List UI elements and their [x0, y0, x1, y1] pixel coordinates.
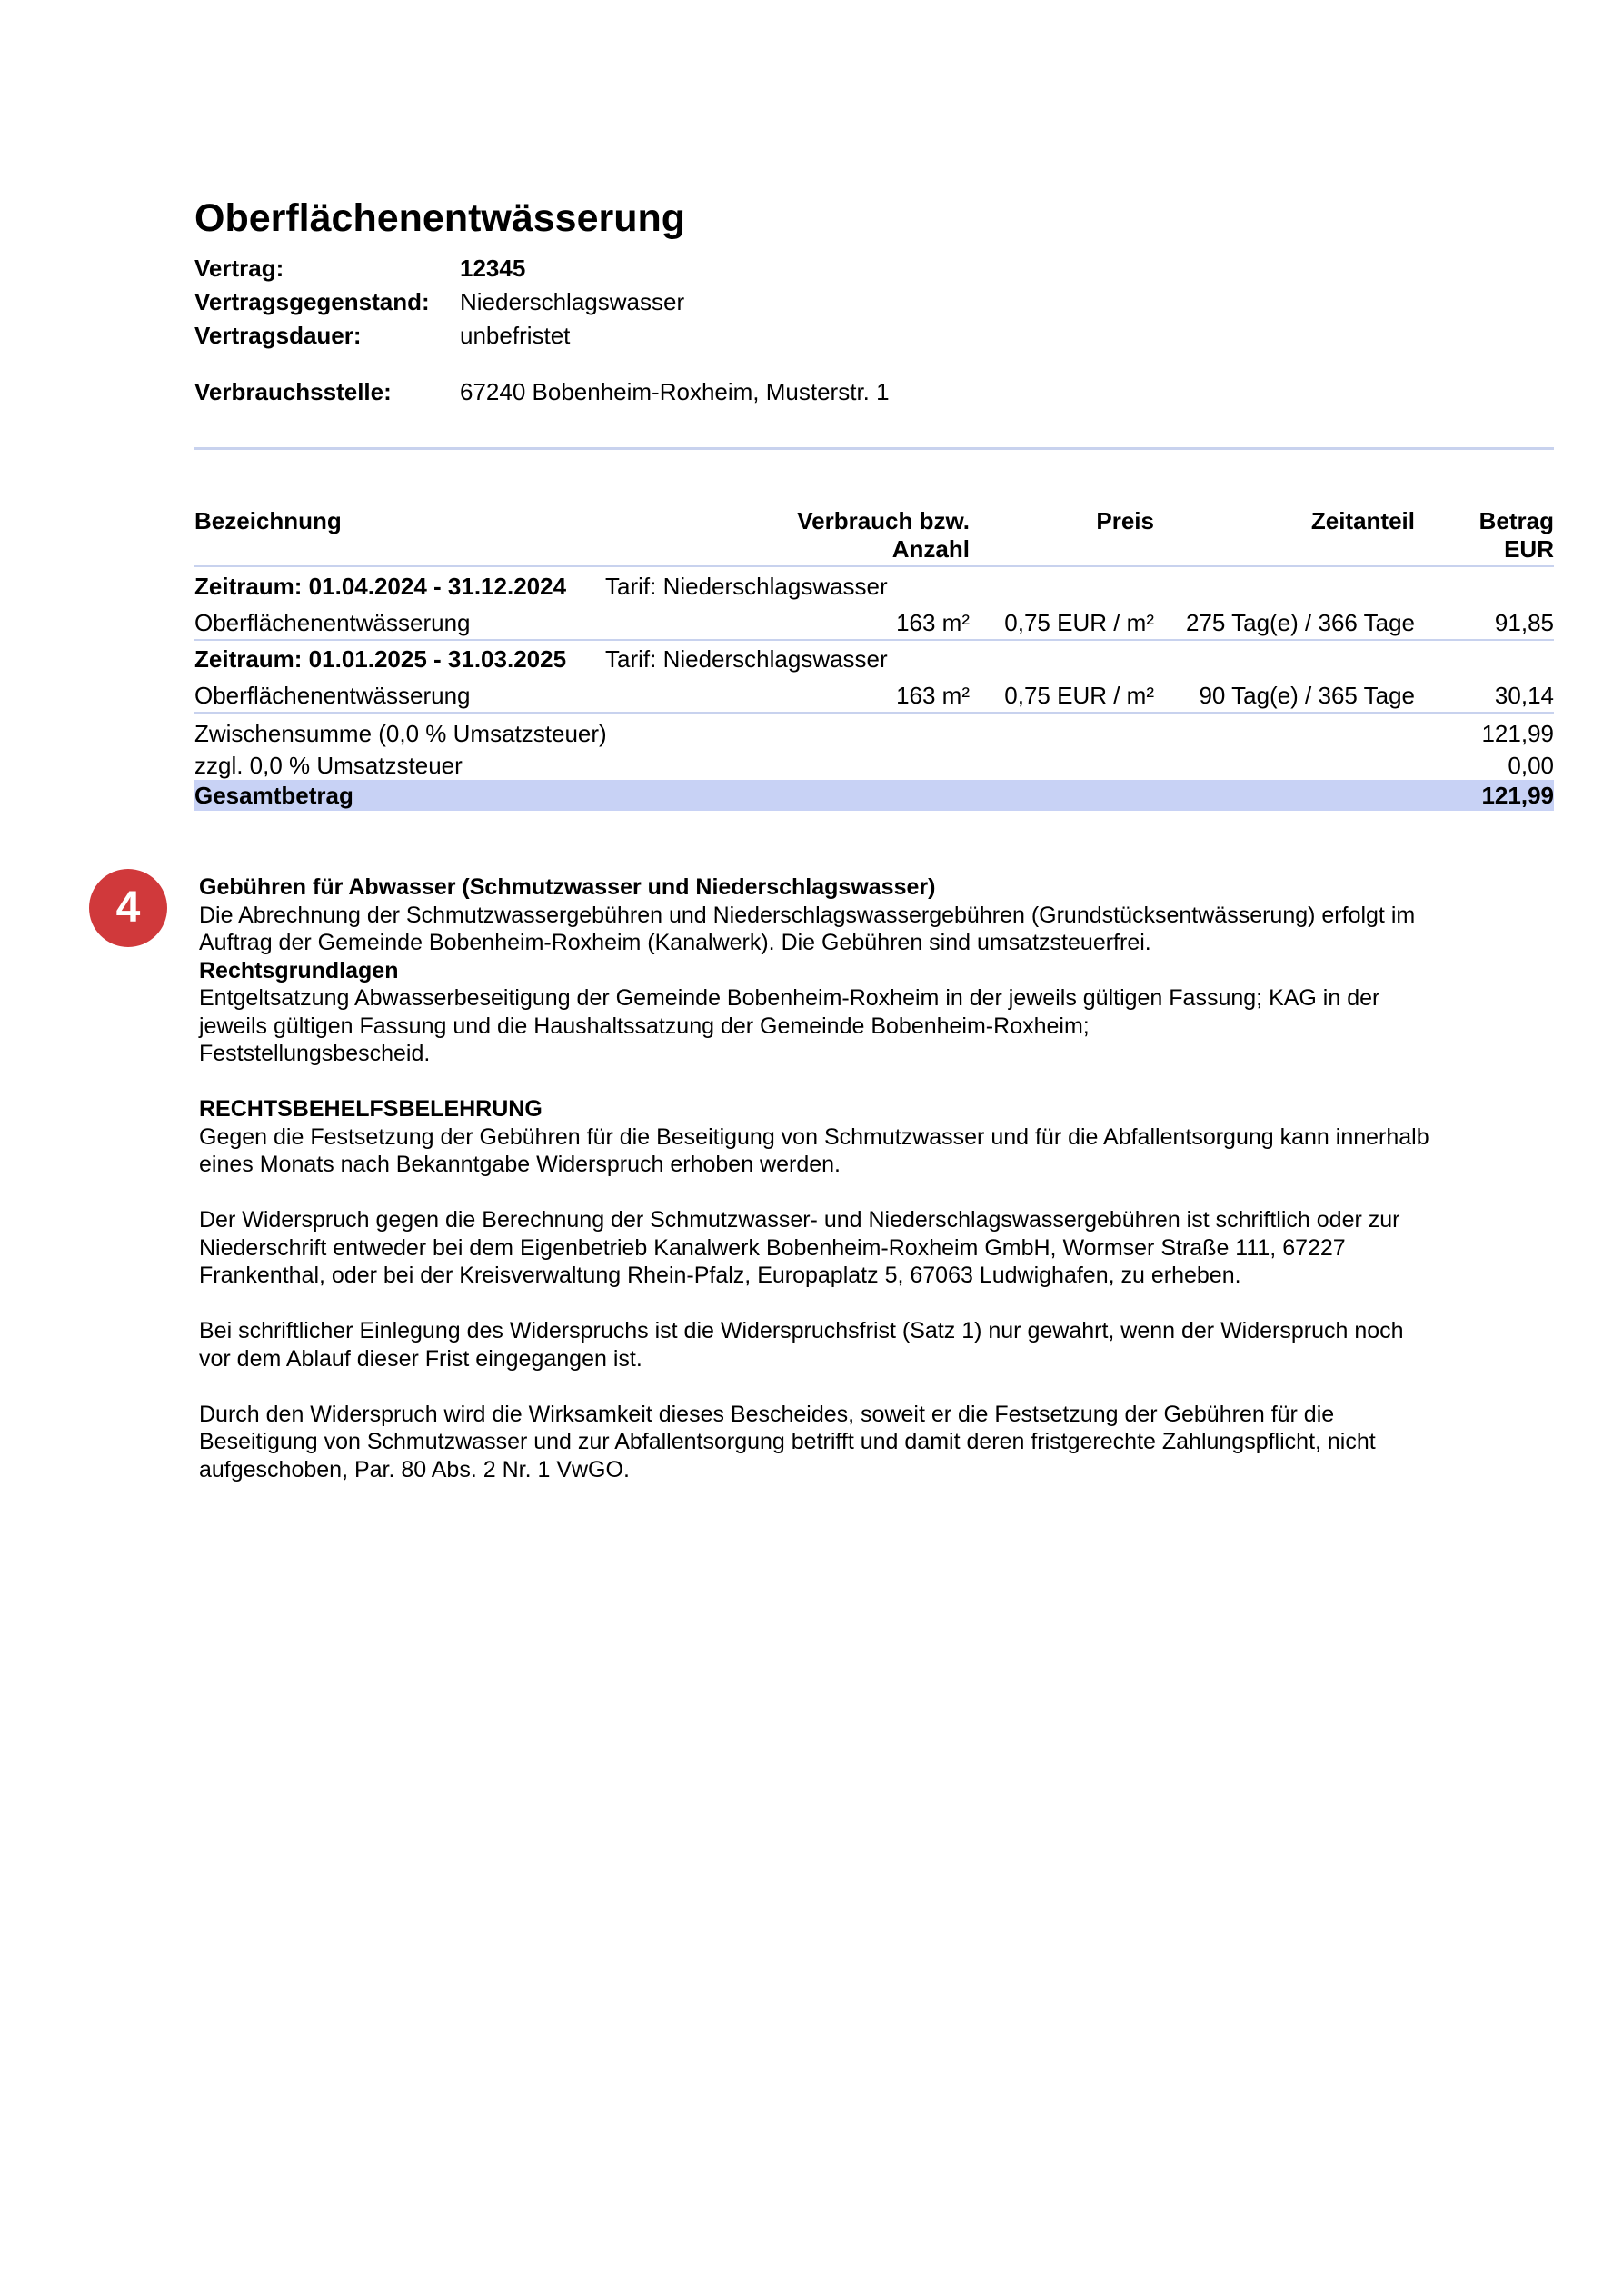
item-verbrauch: 163 m²: [896, 609, 970, 636]
table-header: [194, 507, 1554, 571]
legal-basis-heading: Rechtsgrundlagen: [199, 957, 399, 983]
section-number-badge: 4: [89, 869, 167, 947]
table-row: [194, 606, 1554, 639]
verbrauchsstelle-label: Verbrauchsstelle:: [194, 378, 392, 405]
vertrag-label: Vertrag:: [194, 255, 284, 282]
item-betrag: 91,85: [1494, 609, 1554, 636]
subtotal-label: Zwischensumme (0,0 % Umsatzsteuer): [194, 720, 607, 747]
header-zeitanteil: Zeitanteil: [1310, 507, 1415, 534]
zeitraum-label: Zeitraum: 01.04.2024 - 31.12.2024: [194, 573, 567, 600]
tax-label: zzgl. 0,0 % Umsatzsteuer: [194, 752, 463, 779]
header-bezeichnung: Bezeichnung: [194, 507, 342, 534]
appeal-text-line: Beseitigung von Schmutzwasser und zur Abfallentsorgung betrifft und damit deren fristgerechte Zahlungspflicht, nicht: [199, 1429, 1376, 1454]
row-divider: [194, 712, 1554, 714]
legal-basis-line: jeweils gültigen Fassung und die Haushaltssatzung der Gemeinde Bobenheim-Roxheim;: [199, 1013, 1090, 1039]
header-preis: Preis: [1096, 507, 1154, 534]
header-betrag: Betrag: [1479, 507, 1554, 534]
header-verbrauch: Verbrauch bzw.: [797, 507, 970, 534]
fees-text-line: Auftrag der Gemeinde Bobenheim-Roxheim (Kanalwerk). Die Gebühren sind umsatzsteuerfrei.: [199, 930, 1151, 955]
appeal-text-line: Durch den Widerspruch wird die Wirksamkeit dieses Bescheides, soweit er die Festsetzung der Gebühren für die: [199, 1401, 1335, 1427]
item-preis: 0,75 EUR / m²: [1004, 682, 1154, 709]
contract-duration-row: [194, 320, 1012, 351]
fees-text-line: Die Abrechnung der Schmutzwassergebühren und Niederschlagswassergebühren (Grundstücksentwässerung) erfolgt im: [199, 902, 1416, 928]
subtotal-value: 121,99: [1481, 720, 1554, 747]
period-row: [194, 643, 1554, 675]
period-row: [194, 570, 1554, 603]
contract-row: [194, 253, 1012, 284]
subtotal-row: [194, 717, 1554, 750]
appeal-text-line: aufgeschoben, Par. 80 Abs. 2 Nr. 1 VwGO.: [199, 1456, 630, 1482]
dauer-value: unbefristet: [460, 322, 571, 349]
contract-subject-row: [194, 286, 1012, 317]
total-value: 121,99: [1481, 782, 1554, 809]
tarif-label: Tarif: Niederschlagswasser: [605, 645, 888, 673]
item-betrag: 30,14: [1494, 682, 1554, 709]
tax-row: [194, 751, 1554, 780]
consumption-point-row: [194, 376, 1012, 407]
zeitraum-label: Zeitraum: 01.01.2025 - 31.03.2025: [194, 645, 567, 673]
tax-value: 0,00: [1508, 752, 1554, 779]
appeal-text-line: Der Widerspruch gegen die Berechnung der Schmutzwasser- und Niederschlagswassergebühren ist schriftlich oder zur: [199, 1207, 1400, 1233]
page-title: Oberflächenentwässerung: [194, 196, 686, 240]
appeal-text-line: Niederschrift entweder bei dem Eigenbetrieb Kanalwerk Bobenheim-Roxheim GmbH, Wormser Straße 111, 67227: [199, 1234, 1346, 1261]
row-divider: [194, 639, 1554, 641]
appeal-text-line: Frankenthal, oder bei der Kreisverwaltung Rhein-Pfalz, Europaplatz 5, 67063 Ludwighafen, zu erheben.: [199, 1263, 1241, 1288]
appeal-text-line: Gegen die Festsetzung der Gebühren für die Beseitigung von Schmutzwasser und für die Abfallentsorgung kann innerhalb: [199, 1123, 1429, 1150]
item-name: Oberflächenentwässerung: [194, 609, 471, 636]
appeal-text-line: eines Monats nach Bekanntgabe Widerspruch erhoben werden.: [199, 1152, 841, 1177]
tarif-label: Tarif: Niederschlagswasser: [605, 573, 888, 600]
appeal-text-line: vor dem Ablauf dieser Frist eingegangen ist.: [199, 1345, 642, 1372]
legal-basis-line: Entgeltsatzung Abwasserbeseitigung der Gemeinde Bobenheim-Roxheim in der jeweils gültigen Fassung; KAG in der: [199, 985, 1380, 1011]
dauer-label: Vertragsdauer:: [194, 322, 362, 349]
appeal-text-line: Bei schriftlicher Einlegung des Widerspruchs ist die Widerspruchsfrist (Satz 1) nur gewahrt, wenn der Widerspruch noch: [199, 1318, 1404, 1343]
legal-basis-line: Feststellungsbescheid.: [199, 1041, 431, 1066]
total-row: [194, 780, 1554, 811]
item-preis: 0,75 EUR / m²: [1004, 609, 1154, 636]
gegenstand-value: Niederschlagswasser: [460, 288, 685, 315]
item-name: Oberflächenentwässerung: [194, 682, 471, 709]
legal-notes: [199, 873, 1562, 1483]
item-zeitanteil: 90 Tag(e) / 365 Tage: [1199, 682, 1415, 709]
gegenstand-label: Vertragsgegenstand:: [194, 288, 430, 315]
section-divider: [194, 447, 1554, 450]
table-row: [194, 679, 1554, 712]
item-zeitanteil: 275 Tag(e) / 366 Tage: [1185, 609, 1415, 636]
header-eur: EUR: [1504, 535, 1554, 563]
vertrag-value: 12345: [460, 255, 526, 282]
header-anzahl: Anzahl: [891, 535, 970, 563]
verbrauchsstelle-value: 67240 Bobenheim-Roxheim, Musterstr. 1: [460, 378, 890, 405]
appeal-heading: RECHTSBEHELFSBELEHRUNG: [199, 1096, 543, 1122]
item-verbrauch: 163 m²: [896, 682, 970, 709]
total-label: Gesamtbetrag: [194, 782, 353, 809]
header-underline: [194, 565, 1554, 567]
fees-heading: Gebühren für Abwasser (Schmutzwasser und Niederschlagswasser): [199, 874, 936, 900]
